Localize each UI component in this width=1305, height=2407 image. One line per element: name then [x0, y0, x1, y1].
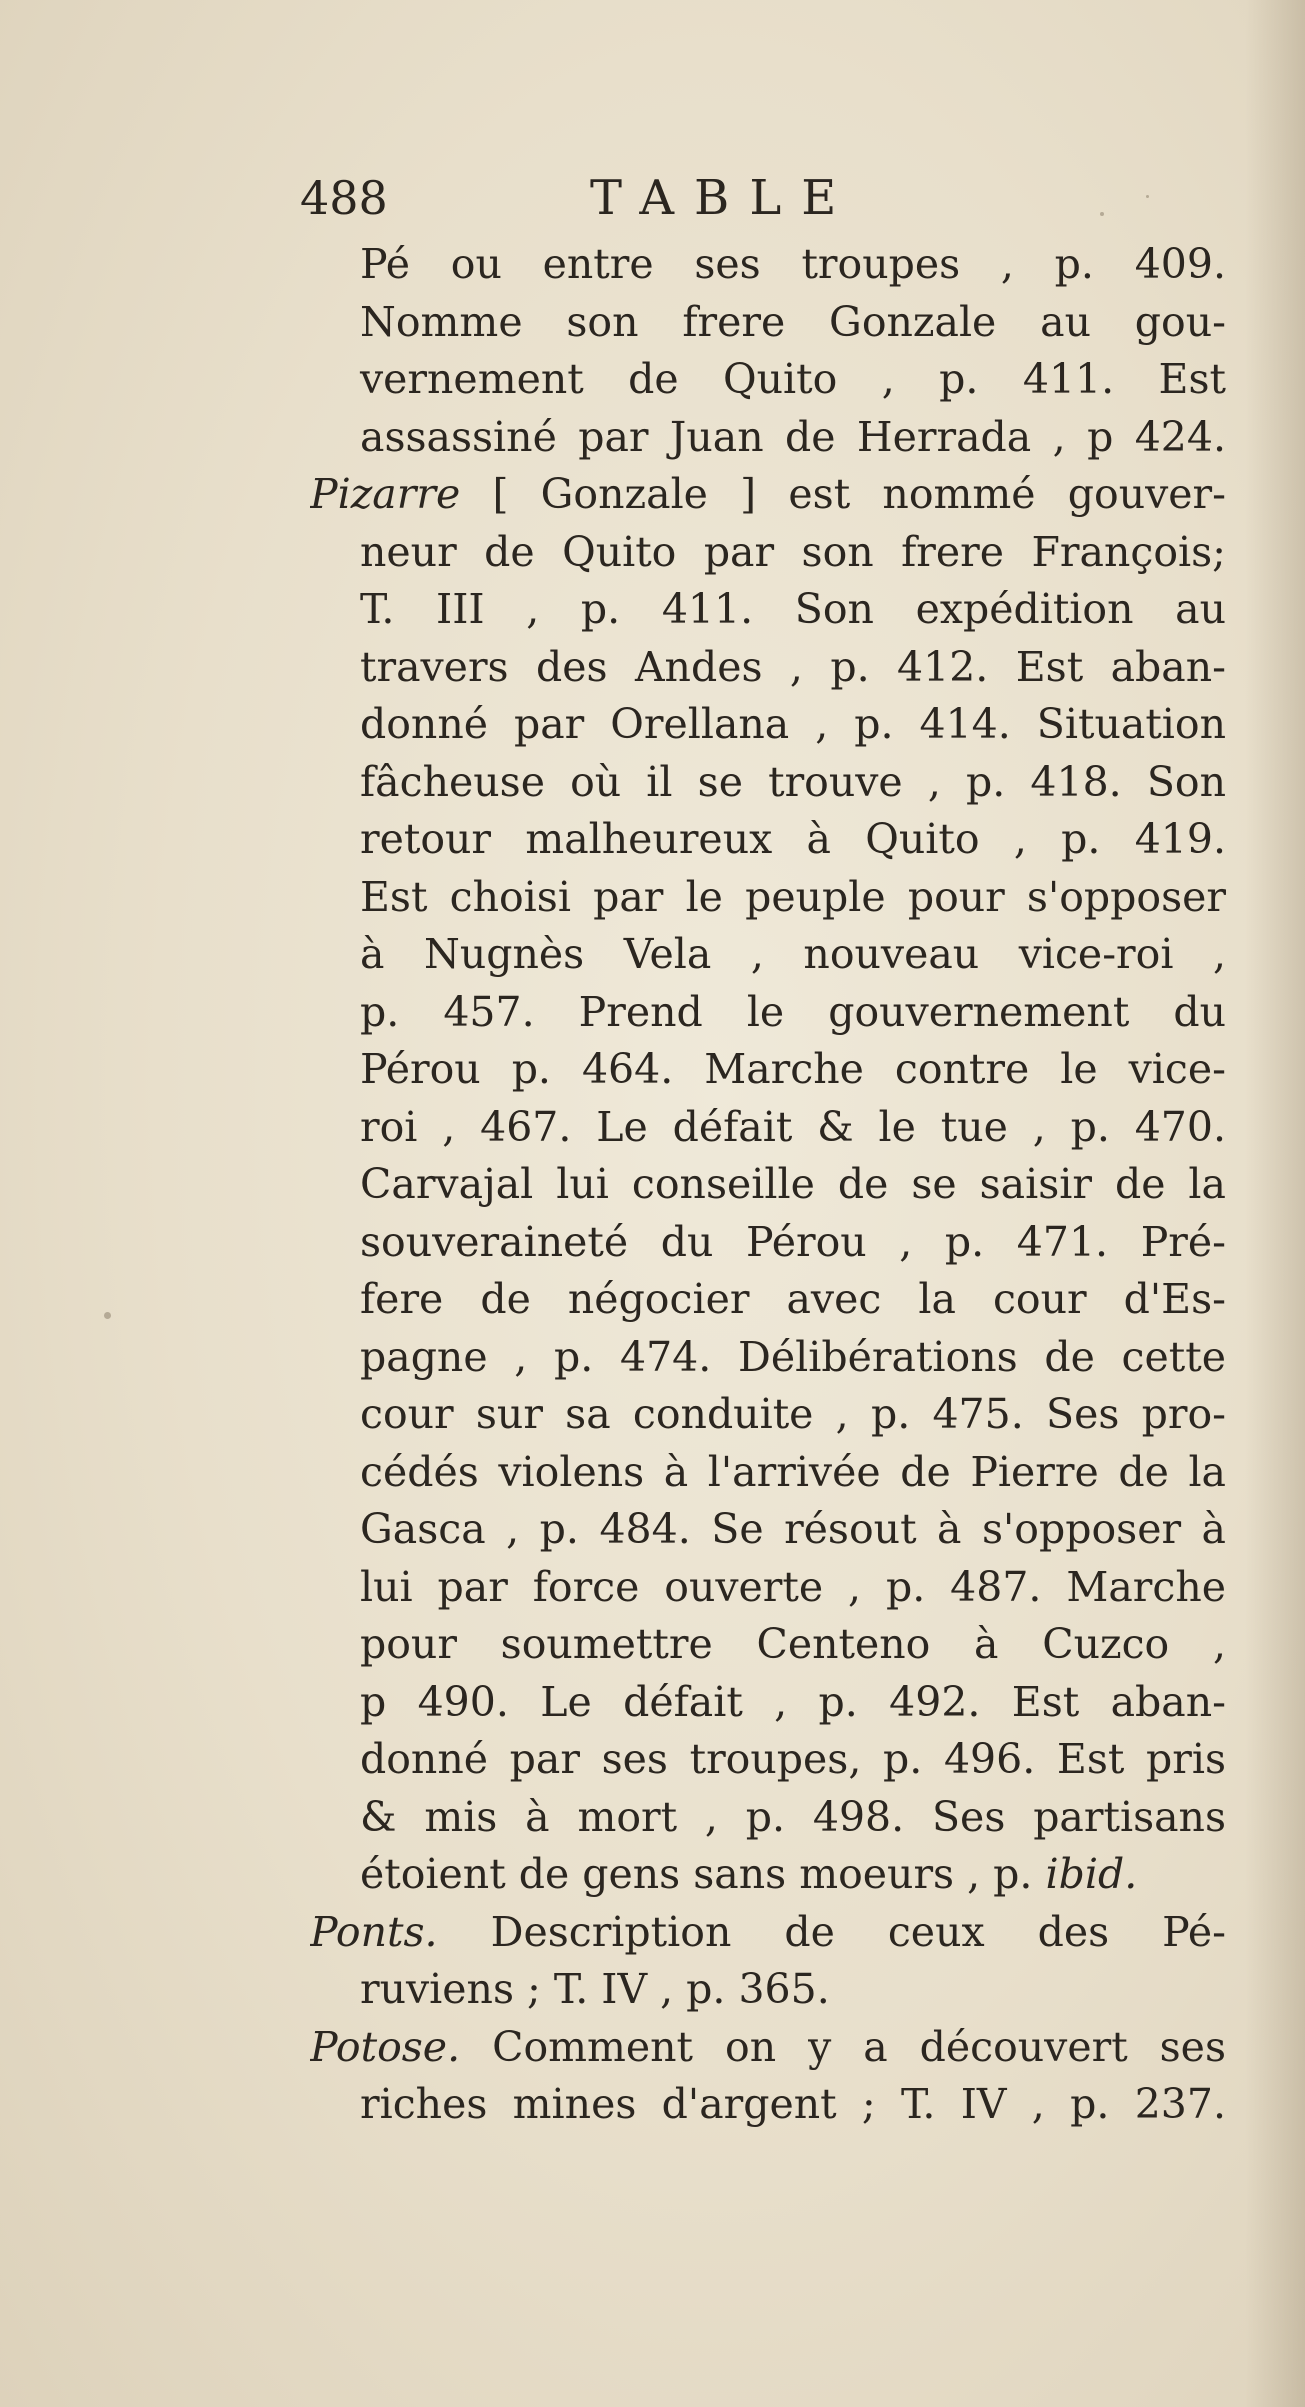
text-line: [ Gonzale ] est nommé gouver- [492, 470, 1226, 518]
headword-ponts: Ponts. [310, 1907, 438, 1956]
headword-pizarre: Pizarre [310, 470, 461, 518]
text-line: vernement de Quito , p. 411. Est [360, 355, 1226, 403]
page-number: 488 [300, 171, 388, 225]
text-line: fâcheuse où il se trouve , p. 418. Son [360, 757, 1226, 806]
text-line: riches mines d'argent ; T. IV , p. 237. [360, 2080, 1226, 2128]
text-line: T. III , p. 411. Son expédition au [360, 585, 1226, 633]
page-gutter-shadow [1245, 0, 1305, 2407]
headword-potose: Potose. [310, 2022, 461, 2071]
text-line: Gasca , p. 484. Se résout à s'opposer à [360, 1505, 1226, 1553]
paper-spot [104, 1312, 111, 1319]
text-line: donné par ses troupes, p. 496. Est pris [360, 1735, 1226, 1783]
text-line: Description de ceux des Pé- [437, 1907, 1226, 1956]
text-line: Nomme son frere Gonzale au gou- [360, 297, 1226, 346]
index-text [310, 236, 1226, 2134]
index-line-ibid [310, 1846, 1226, 1904]
text-line: donné par Orellana , p. 414. Situation [360, 700, 1226, 748]
text-line: ruviens ; T. IV , p. 365. [360, 1965, 830, 2013]
paper-spot [1146, 195, 1149, 198]
text-line: cédés violens à l'arrivée de Pierre de la [360, 1447, 1226, 1496]
text-line: retour malheureux à Quito , p. 419. [360, 815, 1226, 863]
index-entry-pizarre-gonzale [310, 466, 1226, 524]
text-line: fere de négocier avec la cour d'Es- [360, 1275, 1226, 1323]
text-line: p. 457. Prend le gouvernement du [360, 987, 1226, 1036]
text-line: & mis à mort , p. 498. Ses partisans [360, 1792, 1226, 1841]
paper-spot [1100, 212, 1104, 216]
text-line: roi , 467. Le défait & le tue , p. 470. [360, 1102, 1226, 1151]
text-line: pour soumettre Centeno à Cuzco , [360, 1620, 1226, 1668]
text-line: travers des Andes , p. 412. Est aban- [360, 642, 1226, 691]
text-line: Est choisi par le peuple pour s'opposer [360, 872, 1226, 921]
text-line: à Nugnès Vela , nouveau vice-roi , [360, 930, 1226, 978]
text-line: assassiné par Juan de Herrada , p 424. [360, 412, 1226, 461]
text-line: lui par force ouverte , p. 487. Marche [360, 1562, 1226, 1611]
text-line: p 490. Le défait , p. 492. Est aban- [360, 1677, 1226, 1726]
page-header [300, 168, 1230, 228]
text-line: Pérou p. 464. Marche contre le vice- [360, 1045, 1226, 1093]
text-line: cour sur sa conduite , p. 475. Ses pro- [360, 1390, 1226, 1438]
text-line: souveraineté du Pérou , p. 471. Pré- [360, 1217, 1226, 1266]
running-title: TABLE [590, 170, 857, 226]
index-entry-potose [310, 2019, 1226, 2077]
text-line: Pé ou entre ses troupes , p. 409. [360, 240, 1226, 288]
text-line: étoient de gens sans moeurs , p. [360, 1850, 1033, 1898]
text-line: Comment on y a découvert ses [460, 2022, 1226, 2071]
text-line: Carvajal lui conseille de se saisir de la [360, 1160, 1226, 1208]
ibid-abbreviation: ibid. [1045, 1850, 1138, 1898]
text-line: neur de Quito par son frere François; [360, 527, 1226, 576]
text-line: pagne , p. 474. Délibérations de cette [360, 1332, 1226, 1381]
index-entry-ponts [310, 1904, 1226, 1962]
